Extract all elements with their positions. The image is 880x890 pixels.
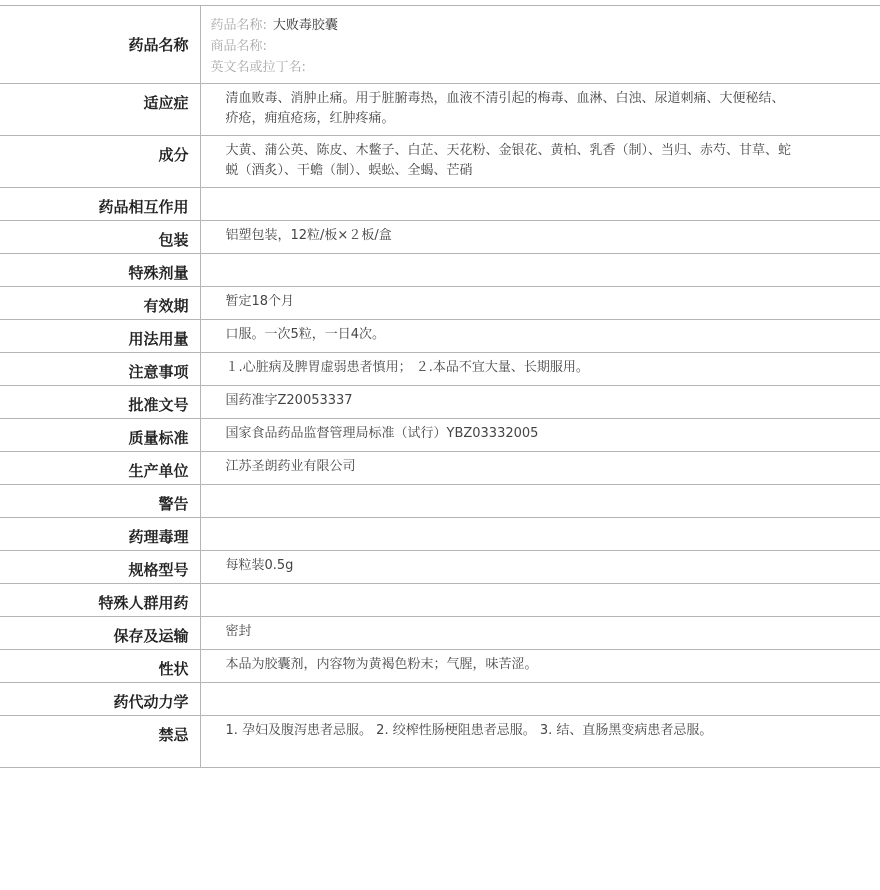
spec-row-contraindications <box>0 716 880 768</box>
row-value <box>200 188 880 221</box>
row-value <box>200 485 880 518</box>
spec-row-indications <box>0 84 880 136</box>
row-value: 本品为胶囊剂，内容物为黄褐色粉末；气腥，味苦涩。 <box>200 650 880 683</box>
spec-row-precautions <box>0 353 880 386</box>
generic-name-key: 药品名称: <box>210 18 267 33</box>
row-label: 药理毒理 <box>0 518 200 551</box>
spec-row-dosage <box>0 320 880 353</box>
row-label: 注意事项 <box>0 353 200 386</box>
row-value: 大黄、蒲公英、陈皮、木鳖子、白芷、天花粉、金银花、黄柏、乳香（制）、当归、赤芍、甘草、蛇蜕（酒炙）、干蟾（制）、蜈蚣、全蝎、芒硝 <box>200 136 880 188</box>
row-value <box>200 254 880 287</box>
drug-name-label: 药品名称 <box>0 6 200 84</box>
drug-name-row <box>0 6 880 84</box>
spec-row-approval-number <box>0 386 880 419</box>
row-value: 国药准字Z20053337 <box>200 386 880 419</box>
row-label: 有效期 <box>0 287 200 320</box>
row-label: 警告 <box>0 485 200 518</box>
trade-name-key: 商品名称: <box>210 39 267 54</box>
spec-row-specification <box>0 551 880 584</box>
spec-row-pharmacology <box>0 518 880 551</box>
row-label: 成分 <box>0 136 200 188</box>
row-label: 禁忌 <box>0 716 200 768</box>
trade-name-line <box>211 36 861 57</box>
spec-row-appearance <box>0 650 880 683</box>
row-label: 生产单位 <box>0 452 200 485</box>
spec-row-special-populations <box>0 584 880 617</box>
spec-row-storage <box>0 617 880 650</box>
generic-name-line <box>211 15 861 36</box>
row-value: 暂定18个月 <box>200 287 880 320</box>
spec-row-quality-standard <box>0 419 880 452</box>
row-label: 用法用量 <box>0 320 200 353</box>
row-label: 药代动力学 <box>0 683 200 716</box>
spec-row-interactions <box>0 188 880 221</box>
spec-row-special-dosage <box>0 254 880 287</box>
spec-row-pharmacokinetics <box>0 683 880 716</box>
row-value: 清血败毒、消肿止痛。用于脏腑毒热，血液不清引起的梅毒、血淋、白浊、尿道刺痛、大便秘结、疥疮，痈疽疮疡，红肿疼痛。 <box>200 84 880 136</box>
row-label: 特殊人群用药 <box>0 584 200 617</box>
spec-row-manufacturer <box>0 452 880 485</box>
row-label: 适应症 <box>0 84 200 136</box>
row-label: 包装 <box>0 221 200 254</box>
row-label: 批准文号 <box>0 386 200 419</box>
row-value: 密封 <box>200 617 880 650</box>
english-name-line <box>211 57 861 78</box>
spec-row-packaging <box>0 221 880 254</box>
row-value: 国家食品药品监督管理局标准（试行）YBZ03332005 <box>200 419 880 452</box>
row-value <box>200 683 880 716</box>
row-value: １.心脏病及脾胃虚弱患者慎用； ２.本品不宜大量、长期服用。 <box>200 353 880 386</box>
row-label: 质量标准 <box>0 419 200 452</box>
row-value <box>200 584 880 617</box>
row-value <box>200 518 880 551</box>
row-label: 特殊剂量 <box>0 254 200 287</box>
spec-row-expiry <box>0 287 880 320</box>
row-value: 每粒装0.5g <box>200 551 880 584</box>
drug-spec-table <box>0 5 880 768</box>
row-label: 保存及运输 <box>0 617 200 650</box>
english-name-key: 英文名或拉丁名: <box>210 60 306 75</box>
spec-row-warning <box>0 485 880 518</box>
row-label: 药品相互作用 <box>0 188 200 221</box>
row-value: 1. 孕妇及腹泻患者忌服。 2. 绞榨性肠梗阻患者忌服。 3. 结、直肠黑变病患者忌服。 <box>200 716 880 768</box>
drug-name-values <box>200 6 880 84</box>
row-value: 铝塑包装，12粒/板×２板/盒 <box>200 221 880 254</box>
row-value: 江苏圣朗药业有限公司 <box>200 452 880 485</box>
row-label: 性状 <box>0 650 200 683</box>
generic-name-value: 大败毒胶囊 <box>272 18 338 33</box>
row-value: 口服。一次5粒，一日4次。 <box>200 320 880 353</box>
row-label: 规格型号 <box>0 551 200 584</box>
spec-row-ingredients <box>0 136 880 188</box>
